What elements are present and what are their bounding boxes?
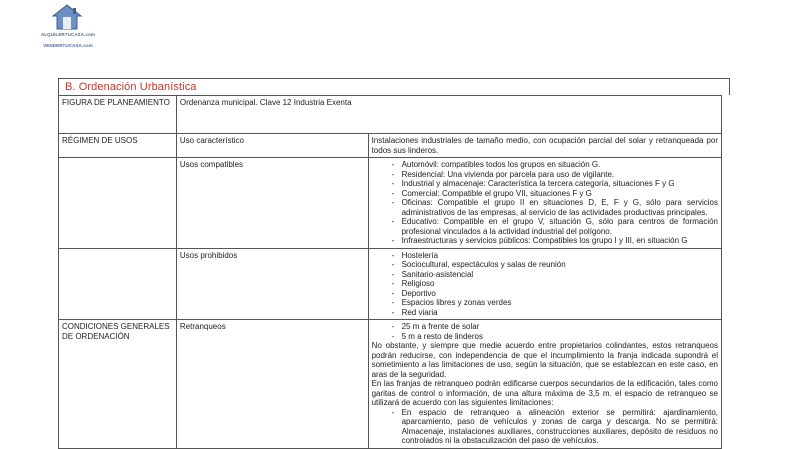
logo-text-secondary: VENDERTUCASA.com: [43, 43, 93, 48]
table-row-usos-prohibidos: [59, 248, 722, 320]
compatibles-list: [372, 160, 718, 246]
list-item: - Oficinas: Compatible el grupo II en situaciones D, E, F y G, sólo para servicios administrativos de las empresas, al servicio de las actividades productivas principales.: [372, 198, 718, 217]
caracteristico-text: Instalaciones industriales de tamaño medio, con ocupación parcial del solar y retranqueada por todos sus linderos.: [368, 134, 721, 158]
site-logo: [36, 4, 100, 48]
prohibidos-list: [372, 251, 718, 318]
figura-value: Ordenanza municipal. Clave 12 Industria Exenta: [176, 96, 721, 134]
list-item: - Residencial: Una vivienda por parcela para uso de vigilante.: [372, 170, 718, 180]
logo-text-primary: ALQUILERTUCASA.com: [40, 32, 96, 37]
prohibidos-cell: [368, 248, 721, 320]
house-logo-icon: [52, 4, 82, 30]
retranqueos-limitaciones-list: [372, 408, 718, 446]
list-item: - Industrial y almacenaje: Característica la tercera categoría, situaciones F y G: [372, 179, 718, 189]
list-item: - En espacio de retranqueo a alineación exterior se permitirá: ajardinamiento, aparcamiento, paso de vehículos y zonas de carga y descarga. No se permitirá: Almacenaje, instalaciones auxiliares, construcciones auxiliares, depósito de residuos no controlados ni la obstaculización del paso de vehículos.: [372, 408, 718, 446]
empty-cell: [59, 158, 177, 249]
table-row-figura: [59, 96, 722, 134]
retranqueos-list: [372, 322, 718, 341]
retranqueos-cell: [368, 320, 721, 449]
regimen-label: RÉGIMEN DE USOS: [59, 134, 177, 158]
ordenacion-table: [58, 95, 722, 449]
list-item: - Hostelería: [372, 251, 718, 261]
list-item: - Religioso: [372, 279, 718, 289]
list-item: - Red viaria: [372, 308, 718, 318]
figura-label: FIGURA DE PLANEAMIENTO: [59, 96, 177, 134]
section-title: B. Ordenación Urbanística: [58, 78, 730, 95]
compatibles-label: Usos compatibles: [176, 158, 368, 249]
retranqueos-label: Retranqueos: [176, 320, 368, 449]
list-item: - Automóvil: compatibles todos los grupos en situación G.: [372, 160, 718, 170]
table-row-uso-caracteristico: [59, 134, 722, 158]
prohibidos-label: Usos prohibidos: [176, 248, 368, 320]
document-section: [58, 78, 730, 449]
list-item: - Infraestructuras y servicios públicos: Compatibles los grupo I y III, en situación G: [372, 236, 718, 246]
table-row-usos-compatibles: [59, 158, 722, 249]
list-item: - Espacios libres y zonas verdes: [372, 298, 718, 308]
compatibles-cell: [368, 158, 721, 249]
condiciones-label: CONDICIONES GENERALES DE ORDENACIÓN: [59, 320, 177, 449]
list-item: - Educativo: Compatible en el grupo V, situación G, sólo para centros de formación profesional vinculados a la actividad industrial del polígono.: [372, 217, 718, 236]
list-item: - Sanitario-asistencial: [372, 270, 718, 280]
retranqueos-paragraph-2: En las franjas de retranqueo podrán edificarse cuerpos secundarios de la edificación, tales como garitas de control o información, de una altura máxima de 3,5 m. el espacio de retranqueo se utilizará de acuerdo con las siguientes limitaciones:: [371, 379, 718, 407]
retranqueos-paragraph-1: No obstante, y siempre que medie acuerdo entre propietarios colindantes, estos retranqueos podrán reducirse, con independencia de que el incumplimiento la franja indicada supondrá el sometimiento a las limitaciones de uso, según la situación, que se establezcan en este caso, en aras de la seguridad.: [371, 341, 718, 379]
caracteristico-label: Uso característico: [176, 134, 368, 158]
list-item: - 25 m a frente de solar: [372, 322, 718, 332]
list-item: - 5 m a resto de linderos: [372, 332, 718, 342]
list-item: - Deportivo: [372, 289, 718, 299]
list-item: - Comercial: Compatible el grupo VII, situaciones F y G: [372, 189, 718, 199]
list-item: - Sociocultural, espectáculos y salas de reunión: [372, 260, 718, 270]
table-row-retranqueos: [59, 320, 722, 449]
empty-cell: [59, 248, 177, 320]
